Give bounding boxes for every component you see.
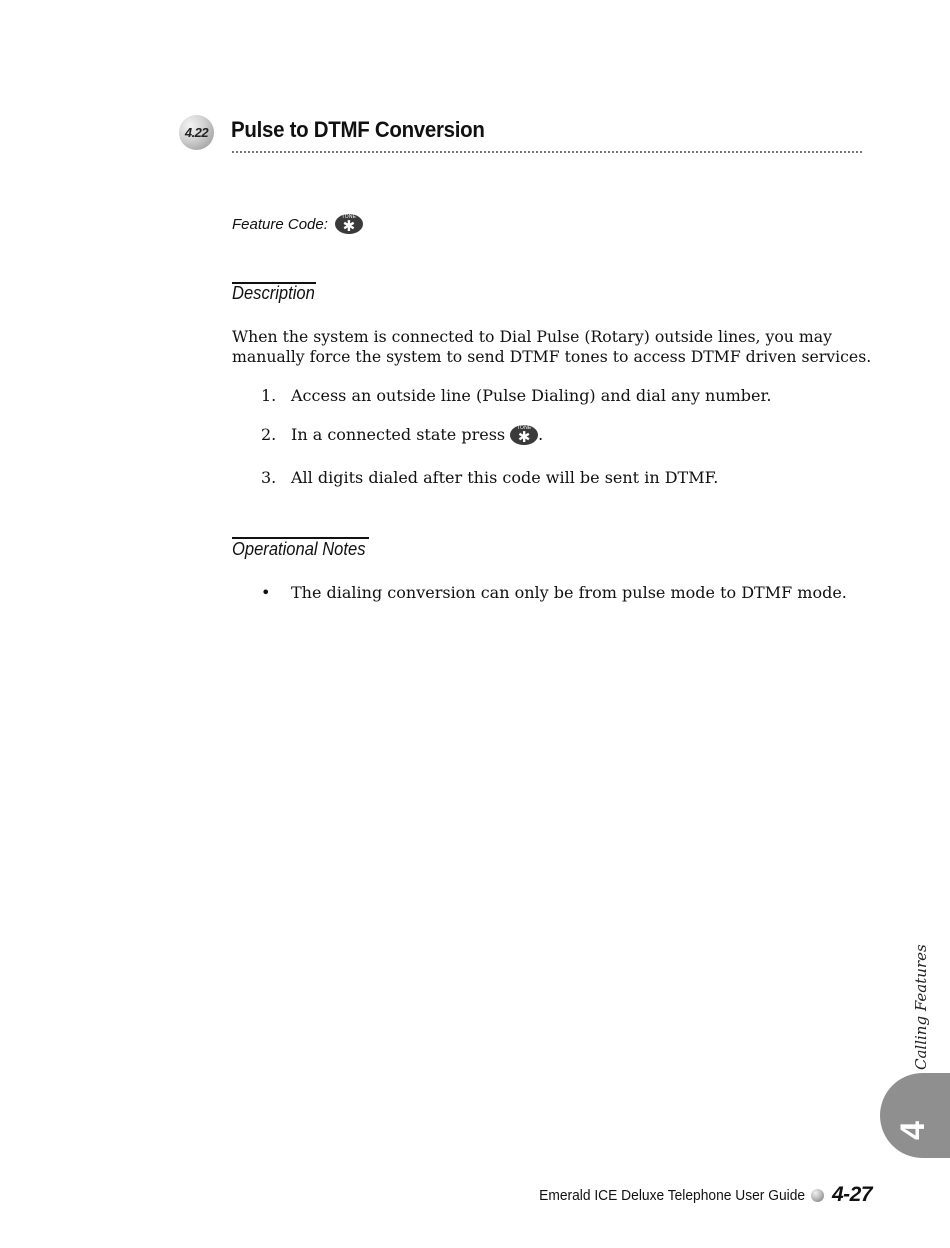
bullet-ball-icon (811, 1189, 824, 1202)
page-title: Pulse to DTMF Conversion (231, 117, 485, 142)
page-number: 4-27 (831, 1183, 872, 1206)
tone-key-label: TONE (341, 214, 357, 220)
step-text: Access an outside line (Pulse Dialing) and dial any number. (291, 386, 772, 405)
step-text: All digits dialed after this code will be sent in DTMF. (291, 468, 719, 487)
step-number: 2. (261, 425, 277, 444)
section-number: 4.22 (184, 125, 209, 140)
bullet-marker: • (261, 583, 271, 602)
description-heading: Description (232, 283, 315, 303)
step-text-with-key (291, 425, 543, 445)
page-footer (516, 1183, 872, 1207)
note-text: The dialing conversion can only be from pulse mode to DTMF mode. (291, 583, 847, 602)
description-line: manually force the system to send DTMF tones to access DTMF driven services. (232, 347, 872, 366)
description-line: When the system is connected to Dial Pulse (Rotary) outside lines, you may (232, 327, 832, 346)
tone-star-key-icon (510, 425, 538, 445)
step-text: In a connected state press (291, 425, 506, 444)
step-suffix: . (538, 425, 544, 444)
step-number: 3. (261, 468, 277, 487)
star-symbol: ✱ (342, 218, 356, 235)
tone-key-label: TONE (516, 425, 532, 431)
title-divider (232, 151, 862, 153)
description-paragraph (232, 327, 872, 367)
star-symbol: ✱ (517, 429, 531, 446)
operational-notes-heading: Operational Notes (232, 539, 366, 559)
chapter-number: 4 (894, 1121, 932, 1140)
step-number: 1. (261, 386, 277, 405)
tone-star-key-icon (335, 214, 363, 234)
feature-code-row (232, 212, 363, 236)
footer-title: Emerald ICE Deluxe Telephone User Guide (539, 1186, 805, 1204)
chapter-side-label: Calling Features (912, 944, 930, 1070)
feature-code-label: Feature Code: (232, 215, 328, 233)
section-number-badge (179, 115, 214, 150)
chapter-tab (880, 1073, 950, 1158)
